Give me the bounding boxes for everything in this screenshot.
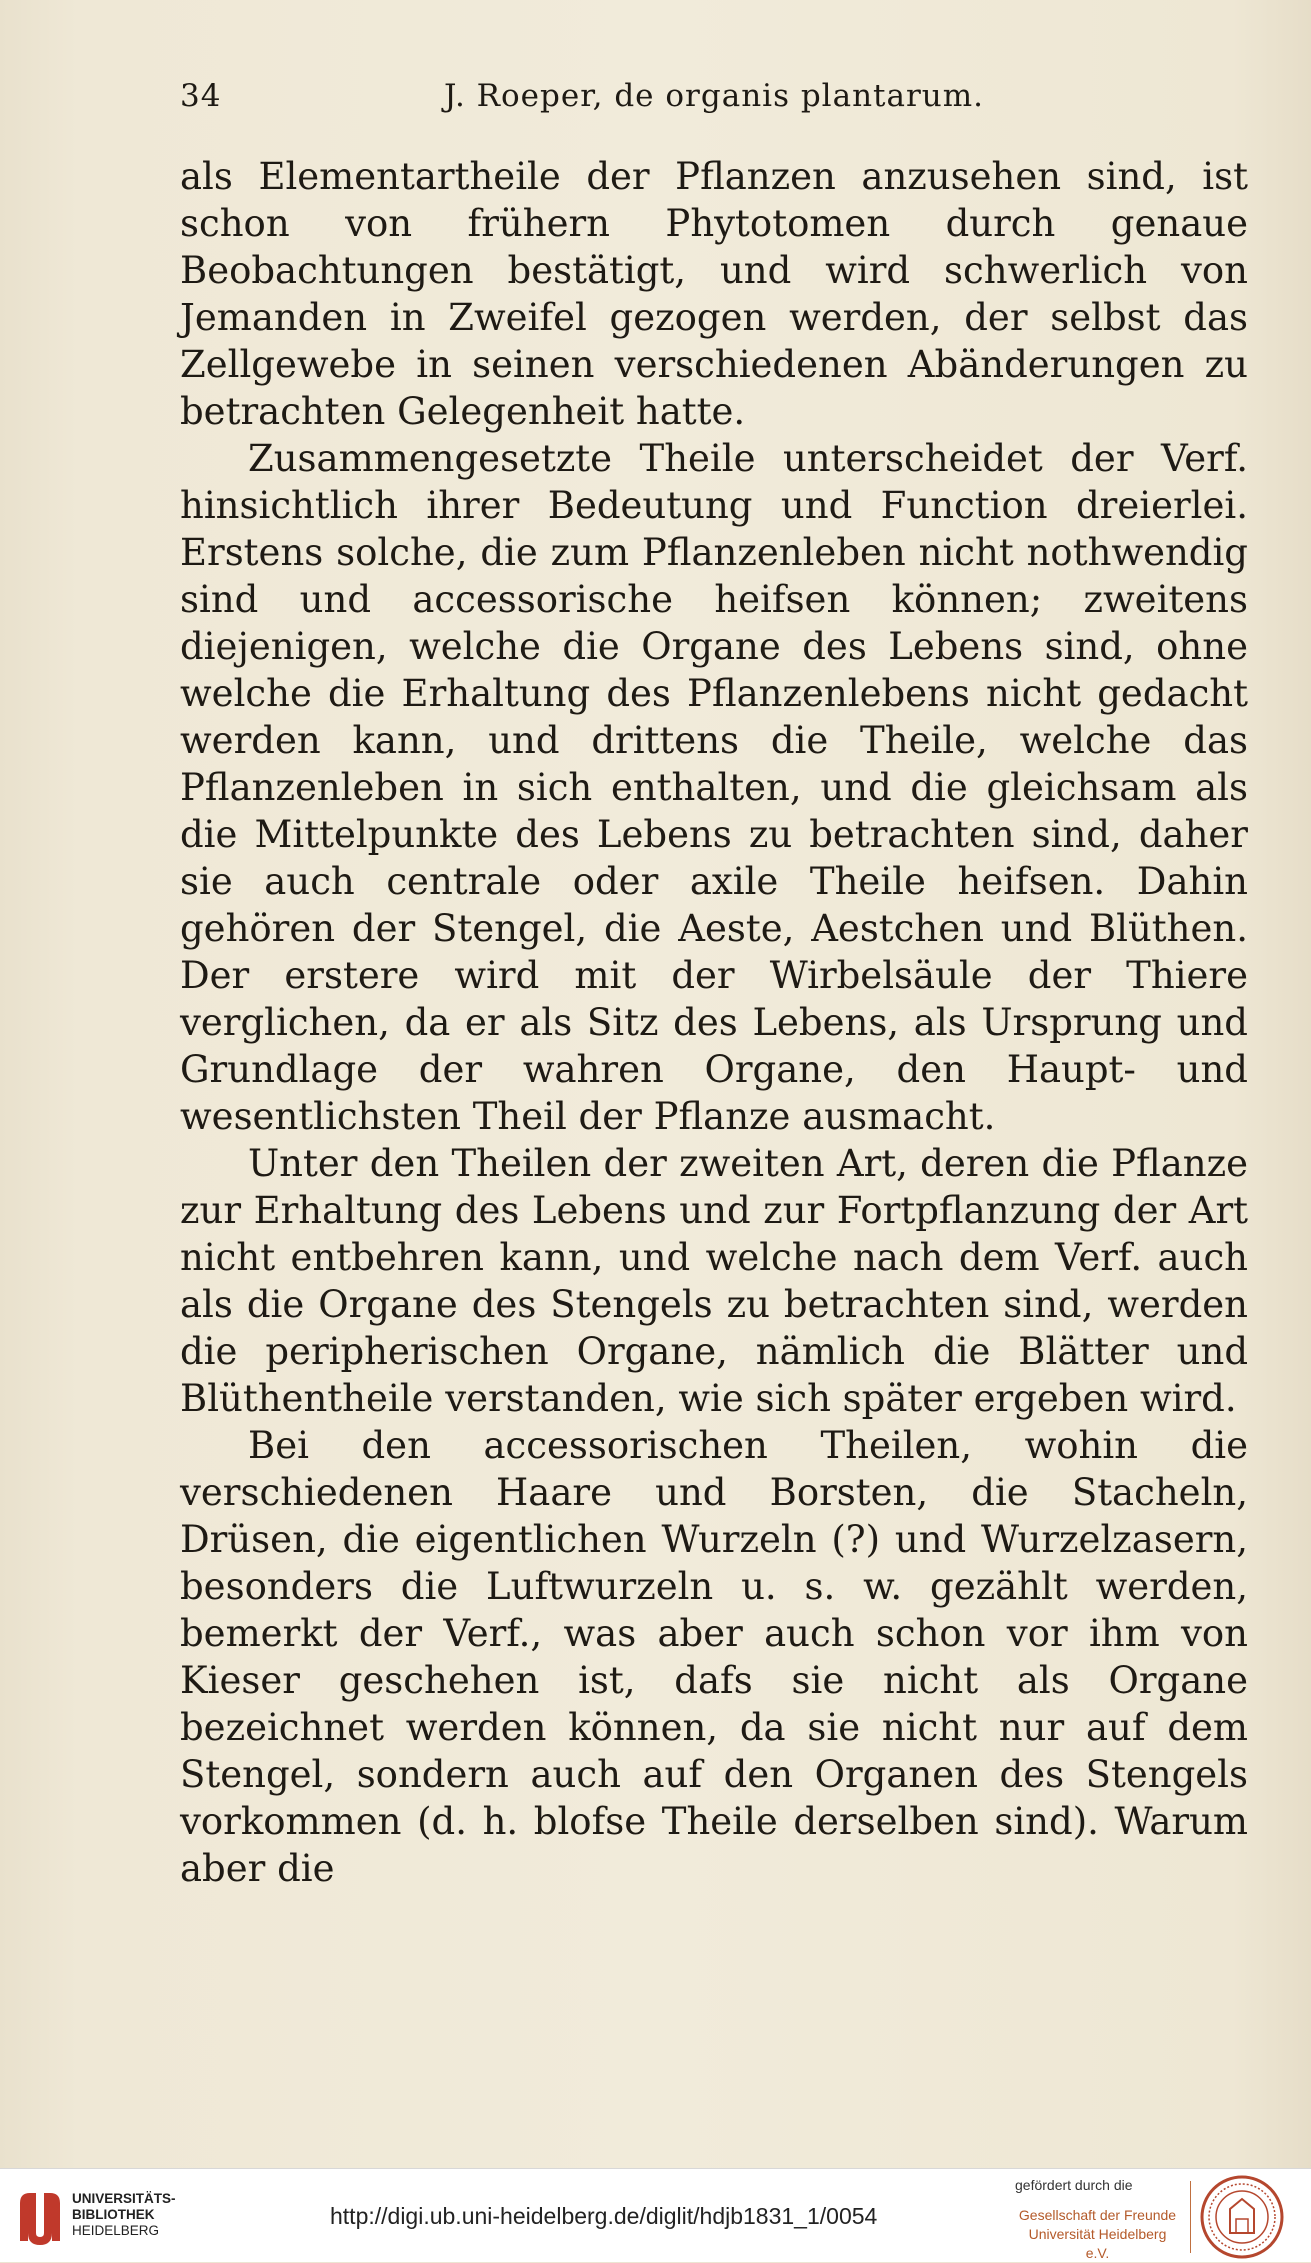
university-seal-icon [1200, 2175, 1284, 2259]
page-header [180, 78, 1248, 128]
library-name: UNIVERSITÄTS- BIBLIOTHEK HEIDELBERG [72, 2191, 176, 2238]
permalink-url[interactable]: http://digi.ub.uni-heidelberg.de/diglit/hdjb1831_1/0054 [330, 2203, 878, 2229]
footer-divider [1190, 2181, 1191, 2253]
paragraph: Zusammengesetzte Theile unterscheidet der Verf. hinsichtlich ihrer Bedeutung und Function dreierlei. Erstens solche, die zum Pflanzenleben nicht nothwendig sind und accessorische heifsen können; zweitens diejenigen, welche die Organe des Lebens sind, ohne welche die Erhaltung des Pflanzenlebens nicht gedacht werden kann, und drittens die Theile, welche das Pflanzenleben in sich enthalten, und die gleichsam als die Mittelpunkte des Lebens zu betrachten sind, daher sie auch centrale oder axile Theile heifsen. Dahin gehören der Stengel, die Aeste, Aestchen und Blüthen. Der erstere wird mit der Wirbelsäule der Thiere verglichen, da er als Sitz des Lebens, als Ursprung und Grundlage der wahren Organe, den Haupt- und wesentlichsten Theil der Pflanze ausmacht. [180, 437, 1248, 1138]
digitization-footer [0, 2168, 1311, 2262]
sponsor-name: Gesellschaft der Freunde Universität Heidelberg e.V. [1018, 2207, 1177, 2261]
library-logo-icon [14, 2189, 64, 2245]
page-number: 34 [180, 78, 222, 114]
body-text [180, 153, 1248, 1892]
running-title: J. Roeper, de organis plantarum. [443, 78, 985, 114]
paragraph: als Elementartheile der Pflanzen anzusehen sind, ist schon von frühern Phytotomen durch genaue Beobachtungen bestätigt, und wird schwerlich von Jemanden in Zweifel gezogen werden, der selbst das Zellgewebe in seinen verschiedenen Abänderungen zu betrachten Gelegenheit hatte. [180, 155, 1248, 433]
paragraph: Unter den Theilen der zweiten Art, deren die Pflanze zur Erhaltung des Lebens und zur Fortpflanzung der Art nicht entbehren kann, und welche nach dem Verf. auch als die Organe des Stengels zu betrachten sind, werden die peripherischen Organe, nämlich die Blätter und Blüthentheile verstanden, wie sich später ergeben wird. [180, 1142, 1248, 1420]
paragraph: Bei den accessorischen Theilen, wohin die verschiedenen Haare und Borsten, die Stacheln, Drüsen, die eigentlichen Wurzeln (?) und Wurzelzasern, besonders die Luftwurzeln u. s. w. gezählt werden, bemerkt der Verf., was aber auch schon vor ihm von Kieser geschehen ist, dafs sie nicht als Organe bezeichnet werden können, da sie nicht nur auf dem Stengel, sondern auch auf den Organen des Stengels vorkommen (d. h. blofse Theile derselben sind). Warum aber die [180, 1424, 1248, 1890]
sponsor-intro: gefördert durch die [1015, 2177, 1133, 2193]
